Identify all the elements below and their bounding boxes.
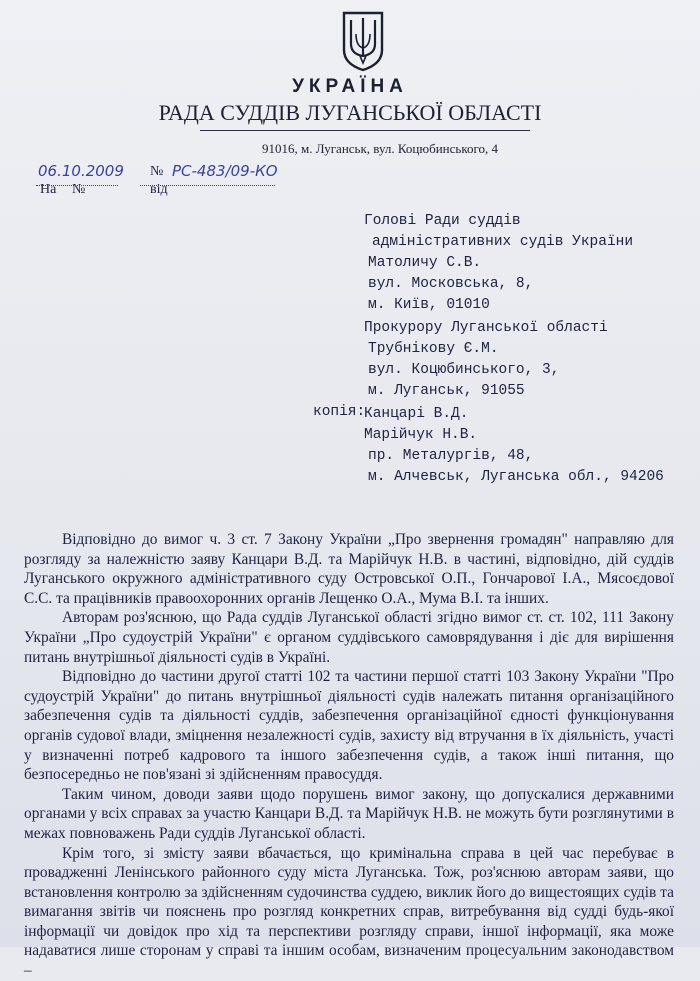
recipient-line: Голові Ради суддів — [364, 213, 521, 229]
reference-line — [30, 162, 360, 202]
copy-line: Марійчук Н.В. — [364, 427, 478, 443]
copy-line: Канцарі В.Д. — [364, 406, 469, 422]
body-paragraph: Відповідно до вимог ч. 3 ст. 7 Закону України „Про звернення громадян" направляю для розгляду за належністю заяву Канцари В.Д. та Марійчук Н.В. в частині, відповідно, дій суддів Луганського окружного адміністративного суду Островської О.П., Гончарової І.А., Мясоєдової С.С. та працівників правоохоронних органів Лещенко О.А., Мума В.І. та інших. — [24, 531, 674, 607]
council-title: РАДА СУДДІВ ЛУГАНСЬКОЇ ОБЛАСТІ — [158, 100, 542, 125]
recipient-line: вул. Коцюбинського, 3, — [368, 362, 560, 378]
incoming-number-label: № — [72, 182, 86, 197]
number-label: № — [150, 164, 164, 179]
country-title: УКРАЇНА — [292, 76, 408, 97]
recipient-line: Трубнікову Є.М. — [368, 341, 499, 357]
body-paragraph: Крім того, зі змісту заяви вбачається, що кримінальна справа в цей час перебуває в провадженні Ленінського районного суду міста Луганська. Тож, роз'яснюю авторам заяви, що встановлення контролю за здійсненням судочинства суддею, виклик його до вищестоящих судів та вимагання звітів чи пояснень про розгляд конкретних справ, витребування від судді будь-якої інформації чи довідок про хід та перспективи розгляду справи, іншої інформації, яка може надаватися лише сторонам у справі та іншим особам, визначеним процесуальним законодавством – — [24, 844, 674, 980]
copy-line: пр. Металургів, 48, — [368, 448, 534, 464]
recipient-block-1 — [364, 211, 633, 316]
letter-body — [24, 530, 674, 981]
recipient-line: м. Луганськ, 91055 — [368, 383, 525, 399]
dotted-rule — [36, 185, 118, 186]
from-label: від — [150, 182, 168, 197]
body-paragraph: Відповідно до частини другої статті 102 та частини першої статті 103 Закону України "Про судоустрій України" до питань внутрішньої діяльності судів належать питання організаційного забезпечення судів та діяльності суддів, забезпечення організаційної єдності функціонування органів судової влади, зміцнення незалежності судів, захисту від втручання в їх діяльність, участі у визначенні потреб кадрового та іншого забезпечення судів, а також інші питання, що безпосередньо не пов'язані зі здійсненням правосуддя. — [24, 668, 674, 784]
trident-emblem-icon — [341, 10, 385, 72]
copy-recipients — [364, 404, 664, 488]
recipient-line: Прокурору Луганської області — [364, 320, 608, 336]
copy-line: м. Алчевськ, Луганська обл., 94206 — [368, 469, 664, 485]
council-address: 91016, м. Луганськ, вул. Коцюбинського, 4 — [262, 141, 498, 156]
recipient-block-2 — [364, 318, 608, 402]
recipient-line: вул. Московська, 8, — [368, 276, 534, 292]
outgoing-number: РС-483/09-КО — [172, 162, 278, 180]
recipient-line: м. Київ, 01010 — [368, 297, 490, 313]
outgoing-date: 06.10.2009 — [38, 162, 124, 180]
title-underline — [200, 130, 530, 131]
recipient-line: адміністративних судів України — [372, 234, 634, 250]
dotted-rule — [140, 185, 275, 186]
na-label: На — [40, 182, 57, 197]
copy-label: копія: — [313, 404, 366, 420]
body-paragraph: Таким чином, доводи заяви щодо порушень вимог закону, що допускалися державними органами у всіх справах за участю Канцари В.Д. та Марійчук Н.В. не можуть бути розглянутими в межах повноважень Ради суддів Луганської області. — [24, 785, 674, 842]
body-paragraph: Авторам роз'яснюю, що Рада суддів Луганської області згідно вимог ст. ст. 102, 111 Закону України „Про судоустрій України" є органом суддівського самоврядування і діє для вирішення питань внутрішньої діяльності судів в Україні. — [24, 609, 674, 666]
recipient-line: Матоличу С.В. — [368, 255, 482, 271]
